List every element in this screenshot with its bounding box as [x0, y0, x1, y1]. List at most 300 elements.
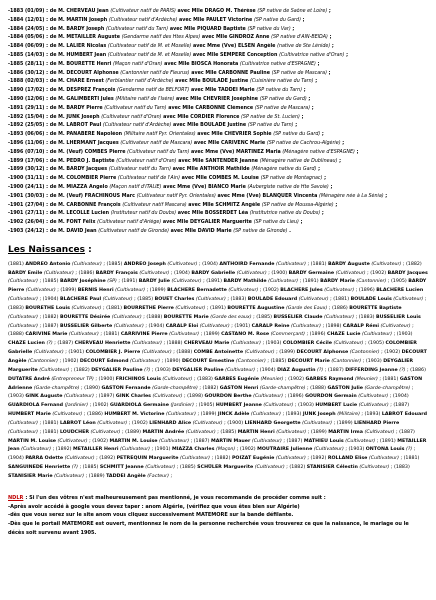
marriage-s: (Cultivateur natif du Tarn)	[105, 26, 169, 32]
marriage-e: ;	[310, 105, 314, 111]
birth-name: DEYGALIER Pauline	[172, 367, 224, 373]
birth-entry: (1888) COMBE Antoinette (Cultivateur) ;	[176, 350, 280, 356]
marriage-t: de M. COLOMBIER Pierre	[48, 176, 118, 182]
birth-parent-job: (Cultivateur)	[345, 438, 376, 444]
birth-name: SCHMITT Jeanne	[99, 465, 144, 471]
birth-entry: (1883) BOURETHE Louis (Cultivateur) ;	[8, 305, 107, 311]
marriage-t2: avec Mme (Vve) MARTINEZ Maria	[189, 149, 283, 155]
birth-name: CARALP Rémi	[342, 323, 380, 329]
note-line-1: -Après avoir accédé à google vous devez taper : anom Algérie, (vérifiez que vous êtes bien sur Algérie)	[8, 503, 300, 510]
birth-parent-job: (Militaire)	[337, 412, 360, 418]
birth-year: (1900)	[271, 270, 288, 276]
birth-name: MIAZZA Charles	[171, 447, 215, 453]
birth-parent-job: (Jardinier)	[170, 403, 194, 409]
marriage-d: -1886 (30/12) :	[8, 70, 49, 76]
marriage-t2: avec Mlle DAVID Marie	[169, 228, 234, 234]
note-line-0	[8, 494, 429, 503]
marriage-e: ;	[330, 44, 334, 50]
birth-parent-job: (Cultivateur)	[141, 350, 172, 356]
birth-parent-job: (Cultivateur)	[145, 465, 176, 471]
birth-entry: (1886) DUTATRE André (Entrepreneur TP) ;	[8, 367, 426, 382]
birth-name: DEYGALIER Pauline	[91, 367, 143, 373]
birth-entry: (1899) DECOURT Alphonse (Cantonnier) ;	[279, 350, 385, 356]
birth-name: DECOURT Ernestine	[181, 359, 235, 364]
marriage-e: ;	[320, 211, 324, 217]
birth-parent-job: (?)	[71, 465, 78, 471]
birth-year: (1892)	[55, 447, 72, 453]
birth-parent-job: (Cultivateur)	[25, 288, 56, 294]
birth-parent-job: (Cultivateur)	[290, 323, 321, 329]
birth-name: HUMBERT Lucie	[315, 403, 358, 409]
birth-entry: (1882) GASTON Henri (Garde-champêtre) ;	[202, 385, 311, 391]
birth-name: MARTIN M. Louise	[8, 438, 57, 444]
birth-parent-job: (Meunier)	[260, 376, 284, 382]
birth-name: BARDY Mathilde	[223, 279, 267, 285]
marriage-s: (Cultivateur natif d'Oran)	[116, 158, 177, 164]
marriage-e: ;	[290, 26, 295, 32]
marriage-t: de M. (Veuf) FRACHINOUS Marc	[48, 193, 137, 199]
birth-entry: (1883) GARBES Eugénie (Meunier) ;	[197, 376, 289, 382]
birth-parent-job: (Cultivateur)	[276, 429, 307, 435]
marriage-e: ;	[344, 52, 349, 58]
birth-year: (1885)	[270, 359, 287, 364]
marriage-d: -1903 (24/12) :	[8, 228, 49, 234]
marriage-s: (Cultivateur natif Pyr. Orientales)	[136, 193, 216, 199]
birth-name: BUSSELIER Louis	[376, 314, 421, 320]
marriage-entry	[8, 52, 429, 61]
marriage-e: ;	[299, 114, 304, 120]
birth-parent-job: (Maçon)	[215, 447, 236, 453]
marriage-s: (Cultivateur natif d'Ariège)	[97, 220, 162, 226]
birth-year: (1881)	[42, 420, 59, 426]
marriage-d: -1891 (29/11) :	[8, 105, 49, 111]
birth-entry: (1881) BOULADE Louis (Cultivateur) ;	[333, 297, 427, 303]
birth-parent-job: (Cultivateur)	[113, 323, 144, 329]
birth-name: ANDREO Antonio	[25, 261, 71, 267]
marriage-e: ;	[298, 220, 303, 226]
birth-parent-job: (Cultivateur)	[169, 332, 200, 338]
birth-entry: (1881) ANDREO Antonio (Cultivateur) ;	[8, 261, 107, 267]
birth-year: (1881)	[333, 297, 350, 303]
marriage-entry	[8, 184, 429, 193]
birth-parent-job: (Cultivateur)	[268, 279, 299, 285]
birth-name: GASTON Henri	[219, 385, 259, 391]
birth-name: PARRA Odette	[25, 456, 64, 462]
marriage-t: de M. CHERVEAU Jean	[48, 9, 111, 14]
birth-year: (1904)	[8, 456, 24, 462]
birth-parent-job: (Cultivateur)	[129, 359, 160, 364]
marriage-s2: (SP native d'AIN-BEIDA)	[271, 35, 328, 41]
marriage-s: (Cultivateur natif du Tarn)	[104, 105, 167, 111]
marriage-entry	[8, 78, 429, 87]
birth-entry: (1902) GARBES Raymond (Meunier) ;	[288, 376, 383, 382]
birth-name: BOURETTE Augustine	[227, 305, 285, 311]
marriage-s2: (SP native de Montagnac)	[260, 176, 323, 182]
birth-name: STANISIER Célestin	[306, 465, 358, 471]
birth-entry: (1886) HUMBERT M. Victorine (Cultivateur) ;	[87, 412, 201, 418]
birth-year: (1904)	[202, 261, 218, 267]
birth-parent-job: (Cultivateur)	[276, 261, 307, 267]
birth-year: (1886)	[410, 367, 426, 373]
birth-parent-job: (Cultivateur)	[175, 305, 206, 311]
birth-entry: (1891) METAILLER Jean (Cultivateur) ;	[8, 438, 427, 453]
birth-year: (1883)	[8, 305, 24, 311]
birth-parent-job: (Cultivateur)	[195, 297, 226, 303]
birth-year: (1885)	[106, 261, 123, 267]
marriage-s: (Cultivateur natif de Gironde)	[98, 228, 170, 234]
birth-year: (1891)	[379, 438, 396, 444]
marriage-e: ;	[293, 123, 298, 129]
birth-entry: (1887) BUSSELIER Gilberte (Cultivateur) ;	[42, 323, 149, 329]
birth-name: BARDY Auguste	[327, 261, 370, 267]
birth-year: (1892)	[310, 456, 327, 462]
birth-parent-job: (Cultivateur)	[115, 288, 146, 294]
marriage-d: -1896 (07/10) :	[8, 149, 49, 155]
birth-entry: (1904) BLACHERE Paul (Cultivateur) ;	[42, 297, 138, 303]
marriage-s: (Ferblantier natif d'Ardèche)	[105, 79, 174, 85]
birth-parent-job: (?)	[406, 447, 413, 453]
marriage-d: -1890 (17/02) :	[8, 88, 49, 94]
birth-entry: (1883) STANISIER Marie (Cultivateur) ;	[8, 465, 410, 479]
note-line-2: -dès que vous serez sur le site anom vous cliquez successivement MATEMORE sur la bande défilante.	[8, 512, 294, 519]
birth-entry: (1887) DIFFERDING Jeanne (?) ;	[327, 367, 411, 373]
marriage-d: -1884 (12/01) :	[8, 17, 49, 23]
marriage-entry	[8, 193, 429, 202]
birth-parent-job: (Cultivateur)	[33, 350, 64, 356]
birth-year: (1903)	[154, 367, 171, 373]
birth-year: (1883)	[230, 297, 247, 303]
marriage-s2: (SP native du Gard)	[253, 17, 301, 23]
birth-year: (1885)	[220, 429, 237, 435]
marriage-t: de M. DAVID Jean	[48, 228, 99, 234]
marriage-e: ;	[340, 140, 345, 146]
birth-parent-job: (Cultivateur)	[302, 420, 333, 426]
birth-year: (1882)	[214, 456, 231, 462]
birth-entry: (1904) GUARDIOLA Fernand (Jardinier) ;	[8, 394, 409, 409]
birth-entry: (1893) JUNK Joseph (Militaire) ;	[285, 412, 365, 418]
birth-year: (1886)	[78, 270, 95, 276]
birth-name: CHERVEAU Marie	[183, 341, 230, 347]
birth-parent-job: (Cultivateur)	[185, 429, 216, 435]
birth-name: FRICHINOS Louis	[115, 376, 161, 382]
birth-name: COLOMBIER Gabrielle	[8, 341, 417, 356]
births-heading-colon: :	[85, 244, 92, 255]
marriage-entry	[8, 166, 429, 175]
birth-parent-job: (Cultivateur)	[228, 288, 259, 294]
birth-parent-job: (Cultivateur)	[199, 323, 230, 329]
birth-parent-job: (Cultivateur)	[371, 261, 402, 267]
marriage-s2: (Cuisinière native du Tarn)	[249, 79, 314, 85]
marriage-e: ;	[337, 158, 342, 164]
birth-parent-job: (Cultivateur)	[165, 412, 196, 418]
birth-year: (1887)	[399, 429, 415, 435]
birth-entry: (1881) BOURRETHE Pierre (Cultivateur) ;	[106, 305, 211, 311]
birth-parent-job: (Cultivateur)	[8, 429, 39, 435]
birth-entry: (1887) CHERVEAU Henriette (Cultivateur) ;	[57, 341, 167, 347]
birth-name: HUMBERT Marie	[8, 412, 51, 418]
birth-parent-job: (Cultivateur)	[298, 297, 329, 303]
marriage-e: ;	[327, 9, 331, 14]
birth-entry: (1901) CARALP Reine (Cultivateur) ;	[234, 323, 326, 329]
birth-entry: (1889) TADDEI Angèle (Facteur) ;	[88, 473, 173, 479]
birth-year: (1903)	[348, 447, 365, 453]
marriage-entry	[8, 8, 429, 17]
birth-entry: (1883) BOULADE Edouard (Cultivateur) ;	[230, 297, 334, 303]
birth-name: METAILLER Henri	[73, 447, 119, 453]
marriage-t2: avec Mlle DEYGALIER Marguerite	[161, 220, 254, 226]
birth-name: CHAZE Lucie	[326, 332, 361, 338]
birth-name: LIENHARD Alice	[149, 420, 192, 426]
ndlr-label: NDLR	[8, 494, 24, 501]
marriage-e: ;	[383, 193, 388, 199]
marriage-s2: (SP native du Lieu)	[253, 220, 299, 226]
marriage-entry	[8, 87, 429, 96]
birth-name: DECOURT Angèle	[8, 350, 427, 364]
birth-year: (1887)	[327, 367, 344, 373]
marriage-d: -1884 (05/06) :	[8, 35, 49, 41]
marriage-t: de M. MARTIN Joseph	[48, 17, 109, 23]
birth-name: HUMBERT M. Victorine	[104, 412, 165, 418]
birth-entry: (1885) MARTIN Henri (Cultivateur) ;	[220, 429, 311, 435]
marriage-s: (Cultivateur natif d'Ardèche)	[102, 123, 172, 129]
marriage-t: de M. BARDY Pierre	[48, 105, 105, 111]
marriage-s: (Cantonnier natif de Fleurus)	[120, 70, 190, 76]
birth-parent-job: (Cultivateur)	[102, 297, 133, 303]
birth-name: DEYGALIER Marguerite	[8, 359, 414, 373]
birth-year: (1902)	[384, 350, 401, 356]
birth-entry: (1902) DECOURT Edmond (Cultivateur) ;	[62, 359, 165, 364]
birth-entry: (1892) ROLLAND Elise (Cultivateur) ;	[310, 456, 404, 462]
birth-name: BARDY Julie	[138, 279, 171, 285]
birth-name: CARIVINE Marie	[25, 332, 68, 338]
birth-year: (1888)	[146, 314, 163, 320]
birth-parent-job: (Cultivateur)	[358, 394, 389, 400]
birth-entry: (1900) BARDY Germaine (Cultivateur) ;	[271, 270, 371, 276]
birth-parent-job: (Jardinier)	[64, 403, 89, 409]
birth-parent-job: (Cultivateur)	[8, 323, 39, 329]
birth-name: GOURDON Germain	[305, 394, 357, 400]
birth-name: DIAZ Augustin	[277, 367, 316, 373]
birth-entry: (1892) METAILLER Henri (Cultivateur) ;	[55, 447, 155, 453]
marriage-s2: (SP native de Mascara)	[254, 105, 311, 111]
birth-name: COMBE Antoinette	[193, 350, 244, 356]
marriage-entry	[8, 131, 429, 140]
marriage-s2: (SP native de Moussa-Algérie)	[261, 202, 334, 208]
birth-parent-job: (Cultivateur)	[244, 350, 275, 356]
birth-name: COLOMBIER J. Pierre	[85, 350, 141, 356]
birth-entry: (1899) BERNIS Henri (Cultivateur) ;	[60, 288, 150, 294]
marriage-t2: avec Mme (Vve) BIANCO Marie	[161, 184, 248, 190]
birth-entry: (1885) BUSSELIER Claude (Cultivateur) ;	[256, 314, 359, 320]
birth-parent-job: (Cantonnier)	[349, 350, 380, 356]
birth-entry: (1898) GOURDON Berthe (Cultivateur) ;	[187, 394, 288, 400]
birth-parent-job: (Cultivateur)	[152, 394, 183, 400]
birth-name: POIZAT Eugénie	[231, 456, 275, 462]
birth-parent-job: (Cultivateur)	[57, 438, 88, 444]
birth-entry: (1888) CHERVEAU Marie (Cultivateur) ;	[166, 341, 266, 347]
editor-note	[8, 494, 429, 538]
marriage-t2: avec Mlle TADDEI Marie	[189, 88, 257, 94]
birth-parent-job: (?)	[399, 367, 406, 373]
birth-entry: (1891) BOURETTE Augustine (Garde des Eaux) ;	[210, 305, 332, 311]
birth-year: (1902)	[370, 270, 387, 276]
birth-year: (1897)	[98, 394, 115, 400]
marriage-t: de M. PEDRO J. Baptiste	[48, 158, 117, 164]
marriage-entry	[8, 158, 429, 167]
birth-entry: (1887) MARTIN Mauer (Cultivateur) ;	[193, 438, 287, 444]
birth-parent-job: (Cultivateur)	[253, 394, 284, 400]
birth-entry: (1882) BARDY Emile (Cultivateur) ;	[8, 261, 422, 276]
birth-year: (1891)	[206, 279, 222, 285]
birth-year: (1887)	[286, 438, 303, 444]
birth-year: (1882)	[289, 465, 306, 471]
birth-year: (1881)	[8, 261, 24, 267]
birth-entry: (1902) DECOURT Angèle (Cantonnier) ;	[8, 350, 427, 364]
birth-year: (1896)	[309, 332, 326, 338]
birth-year: (1893)	[364, 412, 381, 418]
birth-name: BARDY Germaine	[288, 270, 335, 276]
marriage-s: (Gendarme natif des Htes Alpes)	[121, 35, 201, 41]
birth-parent-job: (Cultivateur)	[97, 420, 128, 426]
marriage-d: -1893 (06/06) :	[8, 132, 49, 138]
birth-name: JINCK Adèle	[217, 412, 250, 418]
birth-parent-job: (Commerçant)	[270, 332, 306, 338]
birth-name: BARDY Joséphine	[59, 279, 106, 285]
birth-entry: (1899) CASTANO M. Rose (Commerçant) ;	[203, 332, 310, 338]
birth-entry: (1882) POIZAT Eugénie (Cultivateur) ;	[214, 456, 311, 462]
birth-name: MOUTRAIRE Julienne	[257, 447, 313, 453]
birth-year: (1903)	[8, 394, 24, 400]
marriage-e: ;	[315, 61, 320, 67]
marriage-s2: (SP native de Cachrou-Algérie)	[266, 140, 341, 146]
birth-name: GASTON Fernande	[101, 385, 151, 391]
marriage-t: de M. METAILLER Auguste	[48, 35, 122, 41]
marriage-s2: (Cultivatrice native d'ESPAGNE)	[239, 61, 316, 67]
birth-parent-job: (Cultivateur)	[64, 456, 95, 462]
birth-name: BOURRETHE Pierre	[123, 305, 174, 311]
birth-year: (1904)	[42, 297, 59, 303]
marriage-t2: avec Mlle SANTENDER Jeanne	[176, 158, 260, 164]
marriage-t: de M. MIAZZA Angelo	[48, 184, 110, 190]
birth-name: GASTON Julie	[327, 385, 363, 391]
marriage-s2: (SP native de St. Lucien)	[241, 114, 300, 120]
marriage-t2: avec Mlle CARIVENC Marie	[192, 140, 267, 146]
marriage-s2: (SP native de Mascara)	[271, 70, 327, 76]
marriage-d: -1888 (02/03) :	[8, 79, 49, 85]
birth-year: (1899)	[336, 420, 353, 426]
birth-entry: (1891) BARDY Julie (Cultivateur) ;	[121, 279, 207, 285]
birth-parent-job: (?)	[144, 367, 151, 373]
birth-entry: (1891) BARDY Marie (Cantonnier) ;	[302, 279, 391, 285]
marriage-t2: avec Mlle GINDROZ Anne	[200, 35, 272, 41]
birth-year: (1904)	[392, 394, 409, 400]
marriage-entry	[8, 210, 429, 219]
birth-entry: (1903) DEYGALIER Pauline (Cultivateur) ;	[154, 367, 260, 373]
birth-entry: (1903) DEYGALIER Marguerite (Cultivateur) ;	[8, 359, 414, 373]
birth-year: (1904)	[259, 367, 276, 373]
marriage-e: ;	[333, 202, 338, 208]
marriage-t: de M. LABROT Paul	[48, 123, 103, 129]
marriage-t: de M. DESPREZ François	[48, 88, 118, 94]
birth-entry: (1885) SCHMITT Jeanne (Cultivateur) ;	[82, 465, 180, 471]
birth-year: (1885)	[256, 314, 272, 320]
marriage-s: (Militaire natif de l'Isère)	[115, 96, 175, 102]
birth-parent-job: (Cultivateur)	[236, 270, 267, 276]
birth-parent-job: (Cultivateur)	[180, 456, 211, 462]
birth-year: (1882)	[405, 261, 422, 267]
birth-year: (1890)	[84, 385, 100, 391]
marriage-s2: (native de Ste Lénide)	[277, 44, 331, 50]
birth-year: (1885)	[137, 297, 154, 303]
birth-year: (1892)	[99, 456, 116, 462]
birth-entry: (1881) SANGUINEDE Henriette (?) ;	[8, 456, 420, 471]
birth-name: GOURDON Berthe	[204, 394, 252, 400]
marriage-s: (Cultivateur natif de Mascara)	[120, 140, 193, 146]
birth-parent-job: (Cultivateur)	[380, 323, 411, 329]
marriage-d: -1885 (14/03) :	[8, 52, 49, 58]
birth-year: (1899)	[200, 412, 217, 418]
birth-parent-job: (Cultivateur)	[393, 297, 424, 303]
marriage-s: (Instituteur natif du Doubs)	[110, 211, 177, 217]
birth-name: SCHÜLER Marguerite	[197, 465, 254, 471]
birth-name: STANISIER Marie	[8, 473, 53, 479]
birth-entry: (1885) BOUET Charles (Cultivateur) ;	[137, 297, 231, 303]
marriage-e: .	[287, 228, 291, 234]
birth-entry: (1887) MARTIN M. Louise (Cultivateur) ;	[8, 429, 415, 444]
birth-name: MATHIEU Louis	[303, 438, 344, 444]
marriage-t2: avec Mme (Vve) BLANQUER Vincenta	[215, 193, 319, 199]
birth-name: CARRIVINE Pierre	[120, 332, 168, 338]
marriage-d: -1899 (17/06) :	[8, 158, 49, 164]
birth-parent-job: (Cultivateur)	[171, 279, 202, 285]
marriage-e: ;	[354, 149, 359, 155]
birth-parent-job: (Cultivateur)	[8, 297, 39, 303]
birth-name: MARTIN Henri	[237, 429, 275, 435]
birth-year: (1898)	[325, 323, 342, 329]
marriage-e: ;	[327, 35, 332, 41]
birth-entry: (1902) MOUTRAIRE Julienne (Cultivateur) ;	[239, 447, 349, 453]
birth-parent-job: (Facteur)	[147, 473, 169, 479]
marriage-t: de M. BARDY Jacques	[48, 167, 109, 173]
birth-entry: (1904) BARDY Gabrielle (Cultivateur) ;	[174, 270, 272, 276]
marriage-d: -1900 (31/11) :	[8, 176, 49, 182]
birth-entry: (1900) LIENHARD Georgette (Cultivateur) ;	[227, 420, 337, 426]
birth-year: (1890)	[164, 359, 181, 364]
birth-name: LABROT Edouard	[381, 412, 428, 418]
marriage-t: de M. (Veuf) COMBES Pierre	[48, 149, 128, 155]
birth-name: GARBES Raymond	[305, 376, 354, 382]
marriage-s2: (SP native du Tarn)	[256, 88, 303, 94]
birth-parent-job: (Garde-champêtre)	[33, 385, 80, 391]
birth-year: (1889)	[125, 429, 141, 435]
marriage-s: (Cultivateur natif de l'Ain)	[117, 176, 180, 182]
birth-year: (1901)	[234, 323, 251, 329]
birth-entry: (1888) CARIVINE Marie (Cultivateur) ;	[8, 332, 104, 338]
marriage-e: ;	[313, 79, 318, 85]
birth-year: (1888)	[310, 385, 326, 391]
birth-name: BUSSELIER Claude	[273, 314, 323, 320]
birth-parent-job: (Cultivateur)	[52, 412, 83, 418]
marriage-d: -1896 (11/06) :	[8, 140, 49, 146]
birth-name: BOURETTE Baptiste	[349, 305, 402, 311]
marriage-d: -1884 (06/09) :	[8, 44, 49, 50]
birth-name: GINK Charles	[115, 394, 151, 400]
birth-entry: (1892) PETREQUIN Marguerite (Cultivateur) ;	[99, 456, 215, 462]
birth-name: LIENHARD Georgette	[244, 420, 301, 426]
birth-year: (1893)	[285, 412, 302, 418]
birth-name: MARTIN M. Louise	[109, 438, 158, 444]
marriage-t: de M. JUNK Joseph	[48, 114, 102, 120]
